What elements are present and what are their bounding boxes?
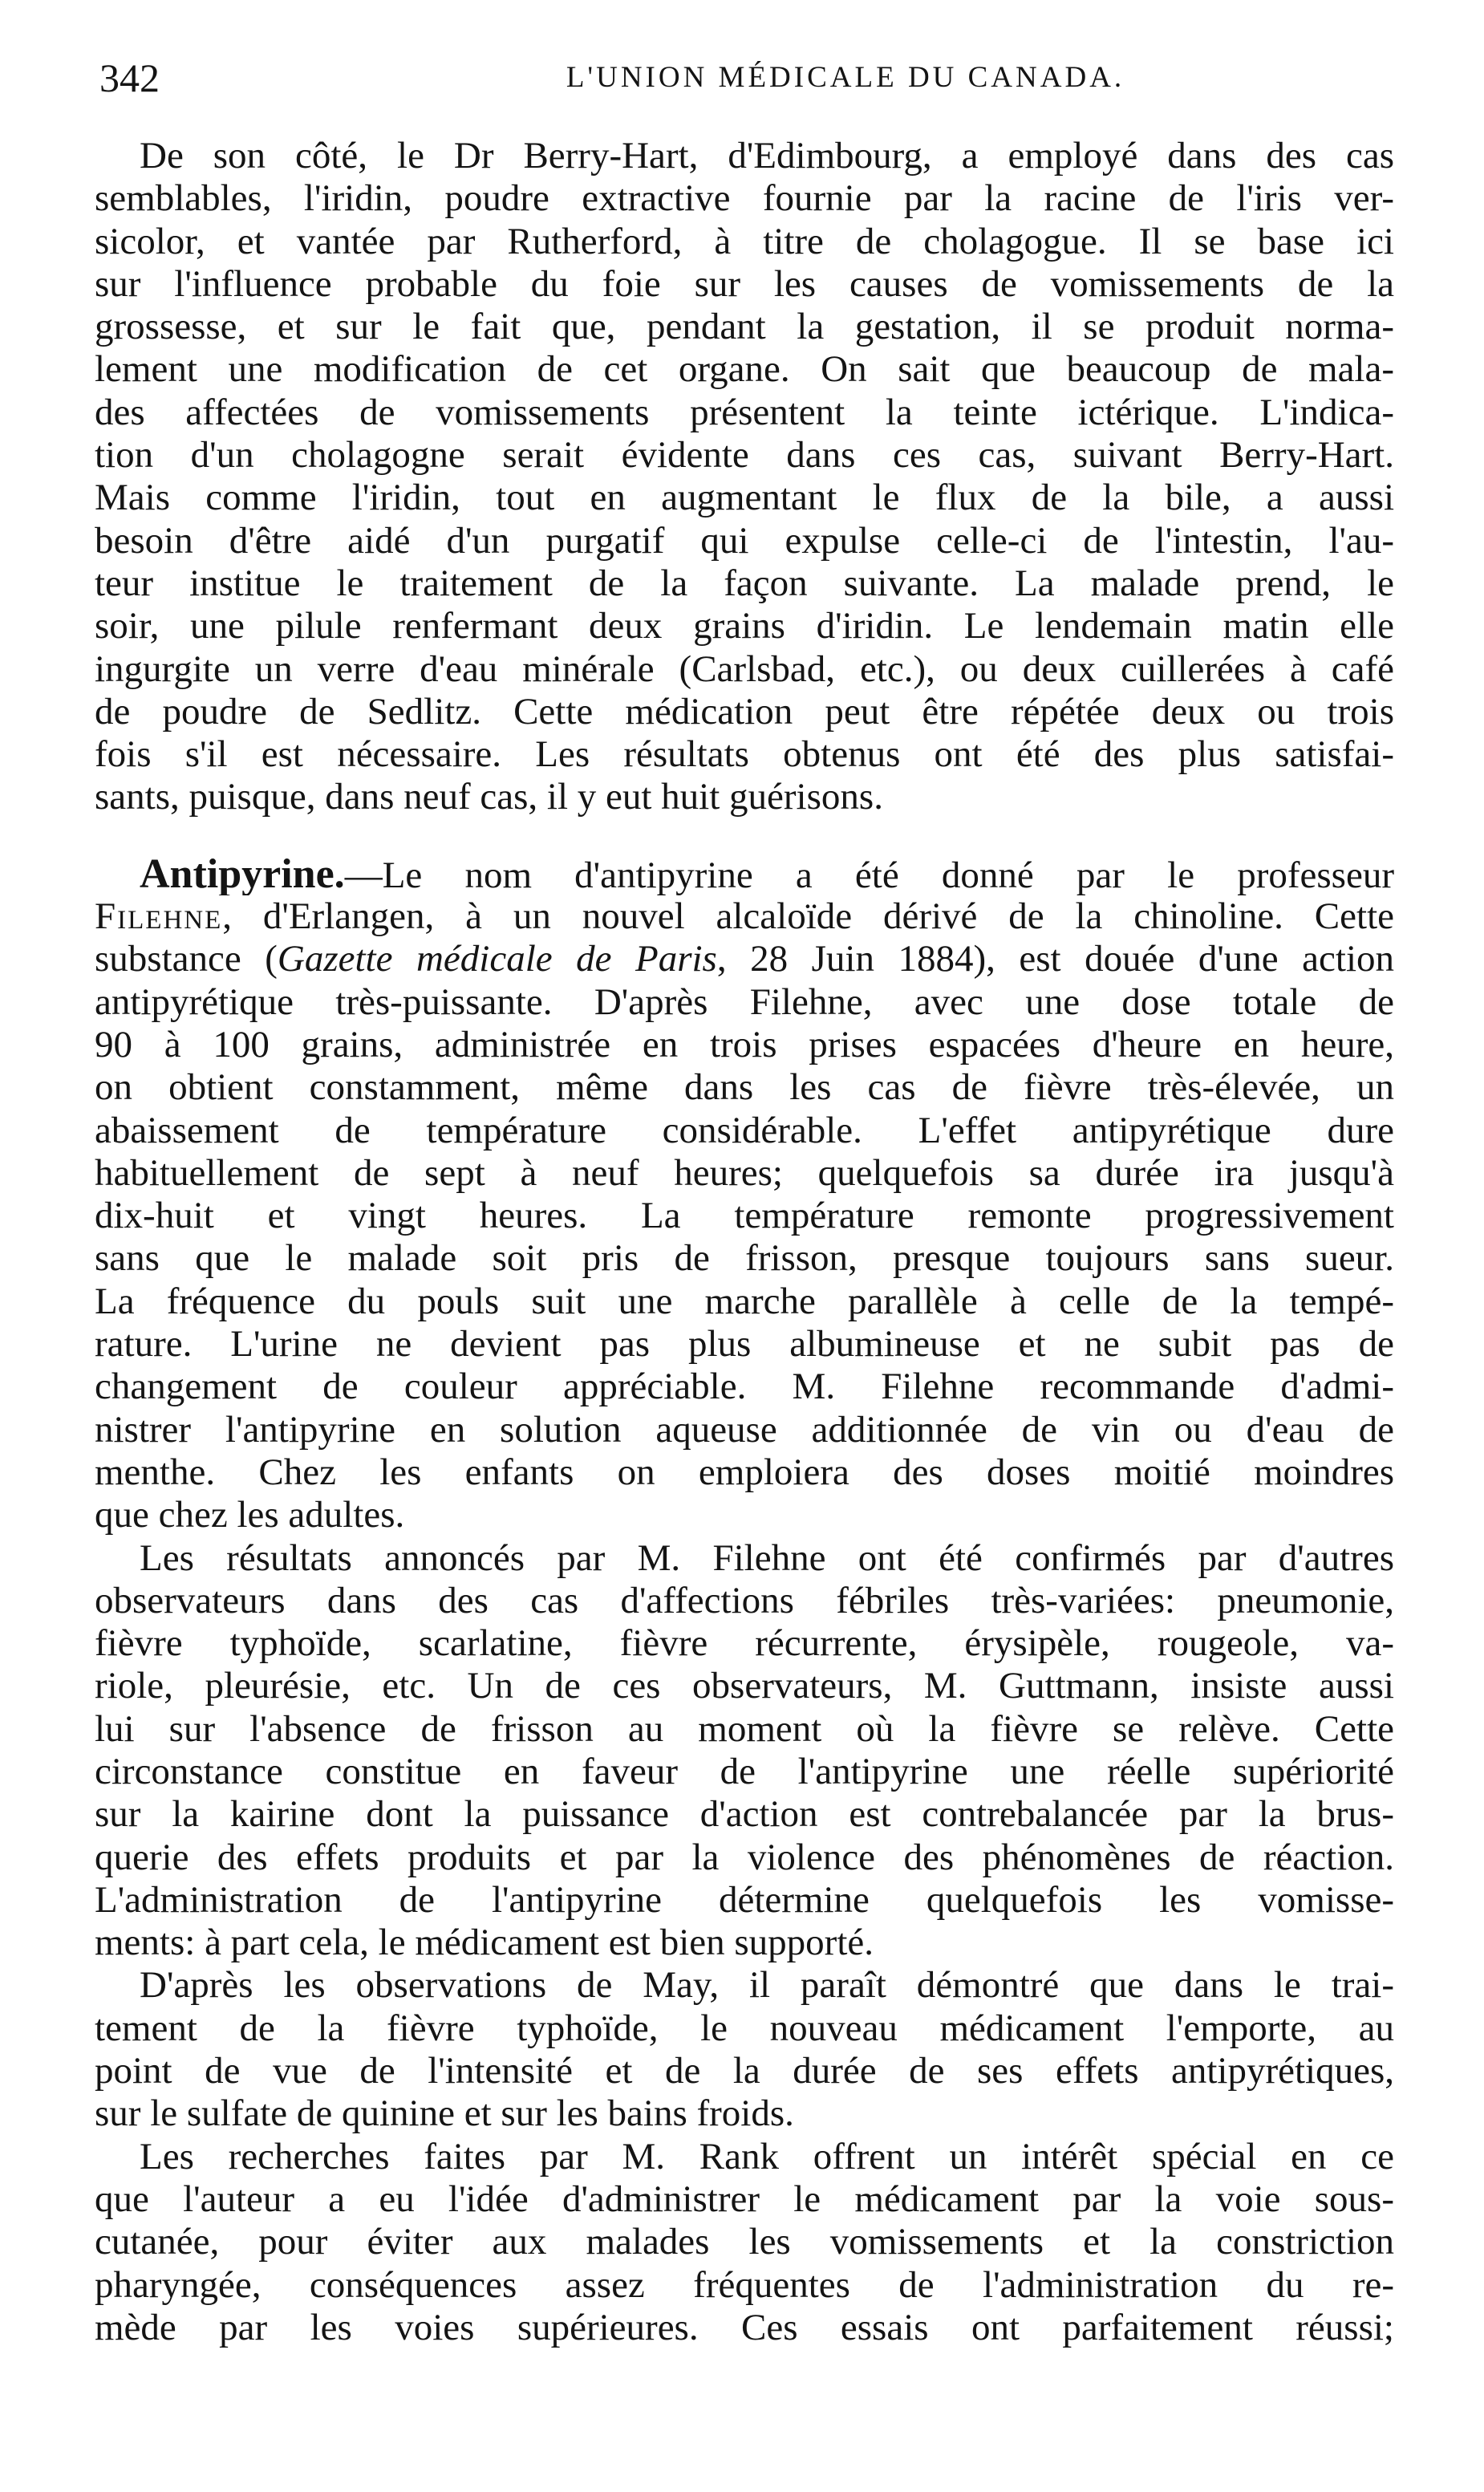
text-line: que chez les adultes. [95, 1494, 405, 1536]
text-line: fièvre typhoïde, scarlatine, fièvre récurrente, érysipèle, rougeole, va- [95, 1622, 1394, 1665]
text-line: changement de couleur appréciable. M. Filehne recommande d'admi- [95, 1366, 1394, 1408]
text-line: querie des effets produits et par la violence des phénomènes de réaction. [95, 1836, 1394, 1878]
text-line: Mais comme l'iridin, tout en augmentant le flux de la bile, a aussi [95, 477, 1394, 519]
text-line: dix-huit et vingt heures. La température remonte progressivement [95, 1195, 1394, 1237]
text-line: De son côté, le Dr Berry-Hart, d'Edimbourg, a employé dans des cas [140, 135, 1394, 177]
text-fragment: substance ( [95, 938, 278, 980]
text-line: mède par les voies supérieures. Ces essais ont parfaitement réussi; [95, 2306, 1394, 2348]
text-line: teur institue le traitement de la façon suivante. La malade prend, le [95, 562, 1394, 604]
text-line: semblables, l'iridin, poudre extractive fournie par la racine de l'iris ver- [95, 177, 1394, 220]
page-header [99, 42, 1399, 114]
text-line: que l'auteur a eu l'idée d'administrer le médicament par la voie sous- [95, 2177, 1394, 2220]
paragraph-antipyrine [95, 853, 1394, 1537]
text-line: sur l'influence probable du foie sur les causes de vomissements de la [95, 262, 1394, 305]
text-line [95, 938, 1394, 980]
source-citation: Gazette médicale de Paris [277, 938, 717, 980]
paragraph-confirmations [95, 1537, 1394, 1965]
page-number: 342 [99, 55, 160, 100]
text-fragment: , 28 Juin 1884), est douée d'une action [716, 938, 1394, 980]
text-line: des affectées de vomissements présentent la teinte ictérique. L'indica- [95, 391, 1394, 433]
text-line: riole, pleurésie, etc. Un de ces observateurs, M. Guttmann, insiste aussi [95, 1665, 1394, 1707]
article-body [95, 135, 1394, 2349]
text-line: abaissement de température considérable. L'effet antipyrétique dure [95, 1109, 1394, 1151]
text-line: sants, puisque, dans neuf cas, il y eut huit guérisons. [95, 776, 883, 818]
text-line: antipyrétique très-puissante. D'après Filehne, avec une dose totale de [95, 980, 1394, 1023]
text-line: ingurgite un verre d'eau minérale (Carlsbad, etc.), ou deux cuillerées à café [95, 647, 1394, 690]
text-line: soir, une pilule renfermant deux grains d'iridin. Le lendemain matin elle [95, 605, 1394, 647]
text-line: cutanée, pour éviter aux malades les vomissements et la constriction [95, 2221, 1394, 2263]
text-line: grossesse, et sur le fait que, pendant la gestation, il se produit norma- [95, 306, 1394, 348]
text-line: sans que le malade soit pris de frisson, presque toujours sans sueur. [95, 1237, 1394, 1280]
paragraph-rank [95, 2136, 1394, 2349]
text-line: Les recherches faites par M. Rank offrent un intérêt spécial en ce [140, 2135, 1394, 2177]
text-line: menthe. Chez les enfants on emploiera des doses moitié moindres [95, 1451, 1394, 1493]
text-line: tion d'un cholagogne serait évidente dans ces cas, suivant Berry-Hart. [95, 434, 1394, 477]
text-line: de poudre de Sedlitz. Cette médication peut être répétée deux ou trois [95, 690, 1394, 733]
text-line: D'après les observations de May, il paraît démontré que dans le trai- [140, 1964, 1394, 2007]
text-line: fois s'il est nécessaire. Les résultats obtenus ont été des plus satisfai- [95, 733, 1394, 776]
text-line: nistrer l'antipyrine en solution aqueuse additionnée de vin ou d'eau de [95, 1408, 1394, 1451]
text-line: tement de la fièvre typhoïde, le nouveau médicament l'emporte, au [95, 2007, 1394, 2049]
text-fragment: —Le nom d'antipyrine a été donné par le professeur [344, 854, 1394, 896]
text-line: lement une modification de cet organe. On sait que beaucoup de mala- [95, 348, 1394, 391]
text-line: sur le sulfate de quinine et sur les bains froids. [95, 2092, 794, 2135]
text-line: besoin d'être aidé d'un purgatif qui expulse celle-ci de l'intestin, l'au- [95, 519, 1394, 562]
text-line: 90 à 100 grains, administrée en trois prises espacées d'heure en heure, [95, 1023, 1394, 1065]
text-line: sicolor, et vantée par Rutherford, à titre de cholagogue. Il se base ici [95, 220, 1394, 262]
running-title: L'UNION MÉDICALE DU CANADA. [566, 61, 1125, 94]
text-line: on obtient constamment, même dans les cas de fièvre très-élevée, un [95, 1066, 1394, 1109]
text-line: lui sur l'absence de frisson au moment où la fièvre se relève. Cette [95, 1707, 1394, 1750]
author-name: Filehne [95, 895, 223, 938]
text-line: ments: à part cela, le médicament est bien supporté. [95, 1922, 874, 1964]
text-line: Les résultats annoncés par M. Filehne ont été confirmés par d'autres [140, 1536, 1394, 1579]
text-line: rature. L'urine ne devient pas plus albumineuse et ne subit pas de [95, 1323, 1394, 1366]
text-line: point de vue de l'intensité et de la durée de ses effets antipyrétiques, [95, 2050, 1394, 2092]
text-line: sur la kairine dont la puissance d'action est contrebalancée par la brus- [95, 1793, 1394, 1836]
text-fragment: , d'Erlangen, à un nouvel alcaloïde dérivé de la chinoline. Cette [222, 895, 1394, 938]
text-line: circonstance constitue en faveur de l'antipyrine une réelle supériorité [95, 1750, 1394, 1792]
text-line: pharyngée, conséquences assez fréquentes de l'administration du re- [95, 2263, 1394, 2306]
text-line [95, 853, 1394, 895]
text-line: habituellement de sept à neuf heures; quelquefois sa durée ira jusqu'à [95, 1151, 1394, 1194]
paragraph-may [95, 1964, 1394, 2135]
paragraph-iridin [95, 135, 1394, 819]
section-title: Antipyrine. [140, 852, 345, 896]
text-line: L'administration de l'antipyrine détermine quelquefois les vomisse- [95, 1878, 1394, 1921]
text-line: La fréquence du pouls suit une marche parallèle à celle de la tempé- [95, 1280, 1394, 1322]
text-line [95, 895, 1394, 938]
text-line: observateurs dans des cas d'affections fébriles très-variées: pneumonie, [95, 1579, 1394, 1621]
